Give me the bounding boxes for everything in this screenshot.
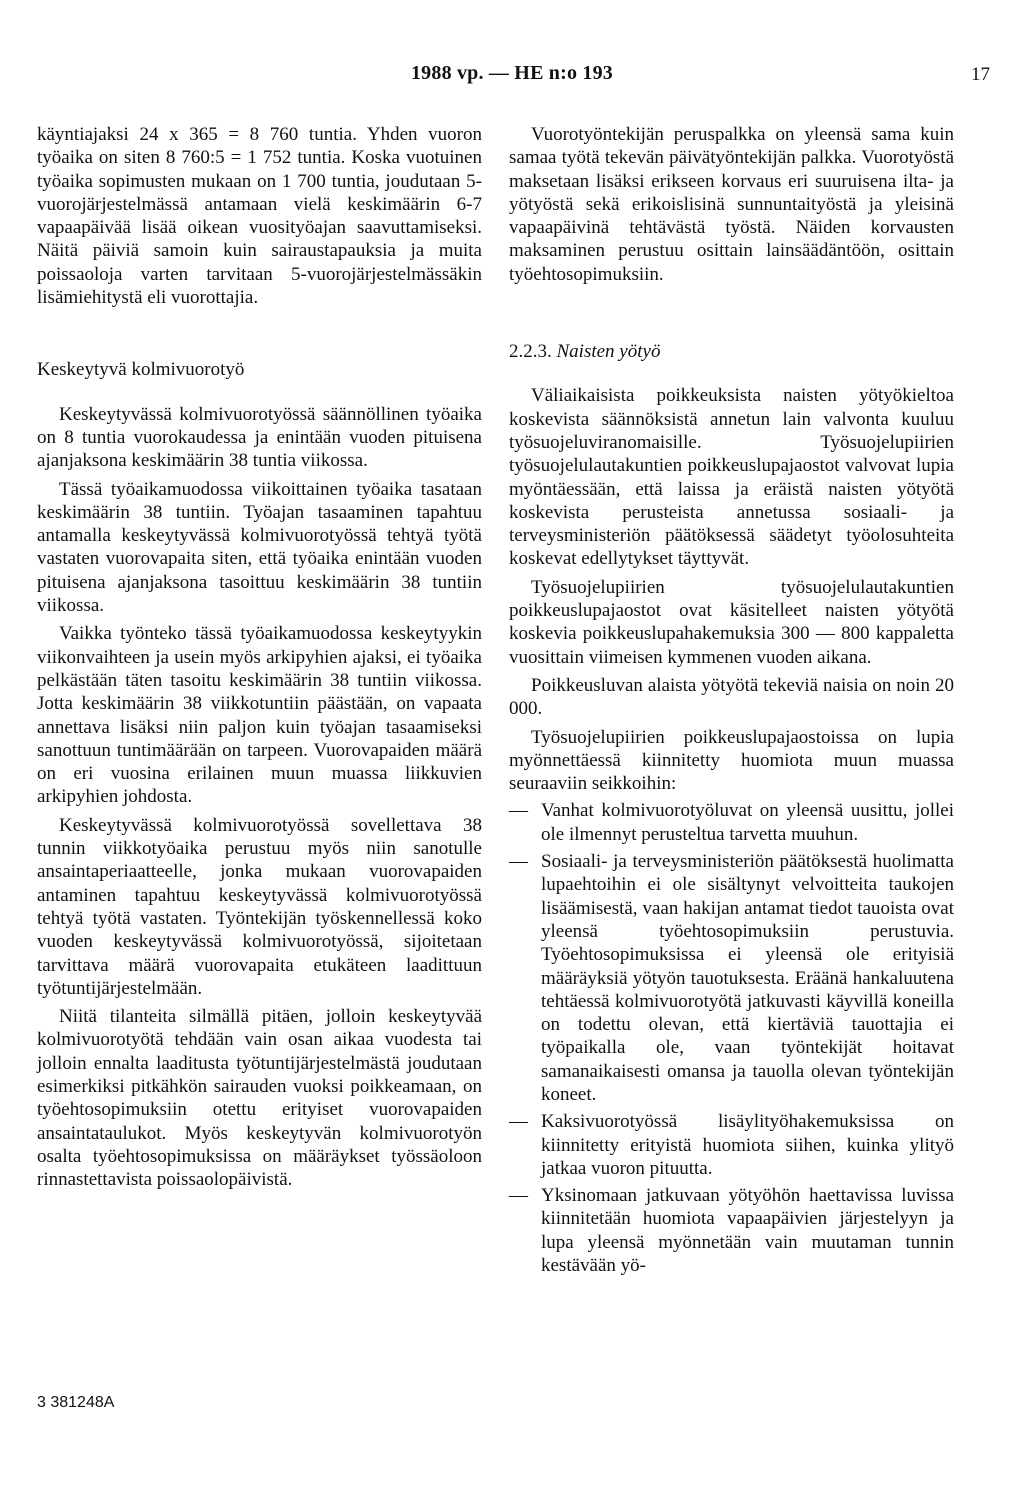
dash-list bbox=[509, 799, 954, 1277]
paragraph: Väliaikaisista poikkeuksista naisten yötyökieltoa koskevista säännöksistä annetun lain valvonta kuuluu työsuojeluviranomaisille. Työsuojelupiirien työsuojelulautakuntien poikkeuslupajaostot valvovat lupia myöntäessään, että laissa ja eräistä naisten yötyötä koskevista perusteista annetussa sosiaali- ja terveysministeriön päätöksessä säädetyt työolosuhteita koskevat edellytykset täyttyvät. bbox=[509, 385, 954, 570]
paragraph-continuation: käyntiajaksi 24 x 365 = 8 760 tuntia. Yhden vuoron työaika on siten 8 760:5 = 1 752 tuntia. Koska vuotuinen työaika sopimusten mukaan on 1 700 tuntia, joudutaan 5-vuorojärjestelmässä antamaan vielä keskimäärin 6-7 vapaapäivää lisää oikean vuosityöajan saavuttamiseksi. Näitä päiviä samoin kuin sairaustapauksia ja muita poissaoloja varten tarvitaan 5-vuorojärjestelmässäkin lisämiehitystä eli vuorottajia. bbox=[37, 124, 482, 309]
print-code: 3 381248A bbox=[37, 1394, 115, 1411]
section-heading: Keskeytyvä kolmivuorotyö bbox=[37, 359, 245, 381]
dash-marker: — bbox=[509, 1111, 528, 1133]
left-column bbox=[37, 123, 482, 1191]
page-number: 17 bbox=[971, 64, 990, 85]
right-column bbox=[509, 123, 954, 1277]
paragraph: Vaikka työnteko tässä työaikamuodossa keskeytyykin viikonvaihteen ja usein myös arkipyhien ajaksi, ei työaika pelkästään täten tasoitu keskimäärin 38 tuntiin viikossa. Jotta keskimäärin 38 viikkotuntiin päästään, on vapaata annettava lisäksi niin paljon kuin työajan tasaamiseksi sanottuun tuntimäärään on tarpeen. Vuorovapaiden määrä on eri vuosina erilainen muun muassa liikkuvien arkipyhien johdosta. bbox=[37, 623, 482, 808]
dash-marker: — bbox=[509, 851, 528, 873]
paragraph: Poikkeusluvan alaista yötyötä tekeviä naisia on noin 20 000. bbox=[509, 674, 954, 720]
paragraph: Keskeytyvässä kolmivuorotyössä säännöllinen työaika on 8 tuntia vuorokaudessa ja enintään vuoden pituisena ajanjaksona keskimäärin 38 tuntia viikossa. bbox=[37, 403, 482, 472]
subsection-number: 2.2.3. bbox=[509, 341, 552, 363]
list-item: — Sosiaali- ja terveysministeriön päätöksestä huolimatta lupaehtoihin ei ole sisältynyt velvoitteita taukojen lisäämisestä, vaan hakijan antamat tiedot tauoista ovat yleensä työehtosopimuksiin perustuvia. Työehtosopimuksissa ei yleensä ole erityisiä määräyksiä yötyön tauotuksesta. Eräänä hankaluutena tehtäessä kolmivuorotyötä jatkuvasti käyvillä koneilla on todettu olevan, että kiertäviä tauottajia ei työpaikalla ole, vaan työntekijät hoitavat samanaikaisesti omansa ja tauolla olevan työntekijän koneet. bbox=[509, 851, 954, 1105]
paragraph: Vuorotyöntekijän peruspalkka on yleensä sama kuin samaa työtä tekevän päivätyöntekijän palkka. Vuorotyöstä maksetaan lisäksi erikseen korvaus eri suuruisena ilta- ja yötyöstä sekä erikoislisinä sunnuntaityöstä ja yleisinä vapaapäivinä tehtävästä työstä. Näiden korvausten maksaminen perustuu osittain lainsäädäntöön, osittain työehtosopimuksiin. bbox=[509, 124, 954, 285]
paragraph: Keskeytyvässä kolmivuorotyössä sovellettava 38 tunnin viikkotyöaika perustuu myös niin sanotulle ansaintaperiaatteelle, jonka mukaan vuorovapaiden antaminen tapahtuu keskeytyvässä kolmivuorotyössä tehtyä työtä vastaten. Työntekijän työskennellessä koko vuoden keskeytyvässä kolmivuorotyössä, sijoitetaan tarvittava määrä vuorovapaita etukäteen laadittuun työtuntijärjestelmään. bbox=[37, 814, 482, 999]
dash-marker: — bbox=[509, 800, 528, 822]
subsection-heading bbox=[509, 340, 954, 363]
list-item: — Vanhat kolmivuorotyöluvat on yleensä uusittu, jollei ole ilmennyt perusteltua tarvetta muuhun. bbox=[509, 800, 954, 845]
list-item: — Yksinomaan jatkuvaan yötyöhön haettavissa luvissa kiinnitetään huomiota vapaapäivien järjestelyyn ja lupa yleensä myönnetään vain muutaman tunnin kestävään yö- bbox=[509, 1185, 954, 1277]
subsection-title: Naisten yötyö bbox=[556, 341, 661, 363]
paragraph: Niitä tilanteita silmällä pitäen, jolloin keskeytyvää kolmivuorotyötä tehdään vain osan aikaa vuodesta tai jolloin ennalta laaditusta työtuntijärjestelmästä joudutaan esimerkiksi pitkähkön sairauden vuoksi poikkeamaan, on työehtosopimuksiin otettu erityiset vuorovapaiden ansaintataulukot. Myös keskeytyvän kolmivuorotyön osalta työehtosopimuksissa on määräykset työssäoloon rinnastettavista poissaolopäivistä. bbox=[37, 1006, 482, 1191]
running-header: 1988 vp. — HE n:o 193 bbox=[410, 62, 613, 84]
paragraph: Työsuojelupiirien työsuojelulautakuntien poikkeuslupajaostot ovat käsitelleet naisten yötyötä koskevia poikkeuslupahakemuksia 300 — 800 kappaletta vuosittain viimeisen kymmenen vuoden aikana. bbox=[509, 576, 954, 668]
paragraph: Tässä työaikamuodossa viikoittainen työaika tasataan keskimäärin 38 tuntiin. Työajan tasaaminen tapahtuu antamalla keskeytyvässä kolmivuorotyössä tehtyä työtä vastaten vuorovapaita siten, että työaika enintään vuoden pituisena ajanjaksona tasoittuu keskimäärin 38 tuntiin viikossa. bbox=[37, 478, 482, 617]
paragraph: Työsuojelupiirien poikkeuslupajaostoissa on lupia myönnettäessä kiinnitetty huomiota muun muassa seuraaviin seikkoihin: bbox=[509, 726, 954, 795]
dash-marker: — bbox=[509, 1185, 528, 1207]
list-item: — Kaksivuorotyössä lisäylityöhakemuksissa on kiinnitetty erityistä huomiota siihen, kuinka ylityö jatkaa vuoron pituutta. bbox=[509, 1111, 954, 1179]
